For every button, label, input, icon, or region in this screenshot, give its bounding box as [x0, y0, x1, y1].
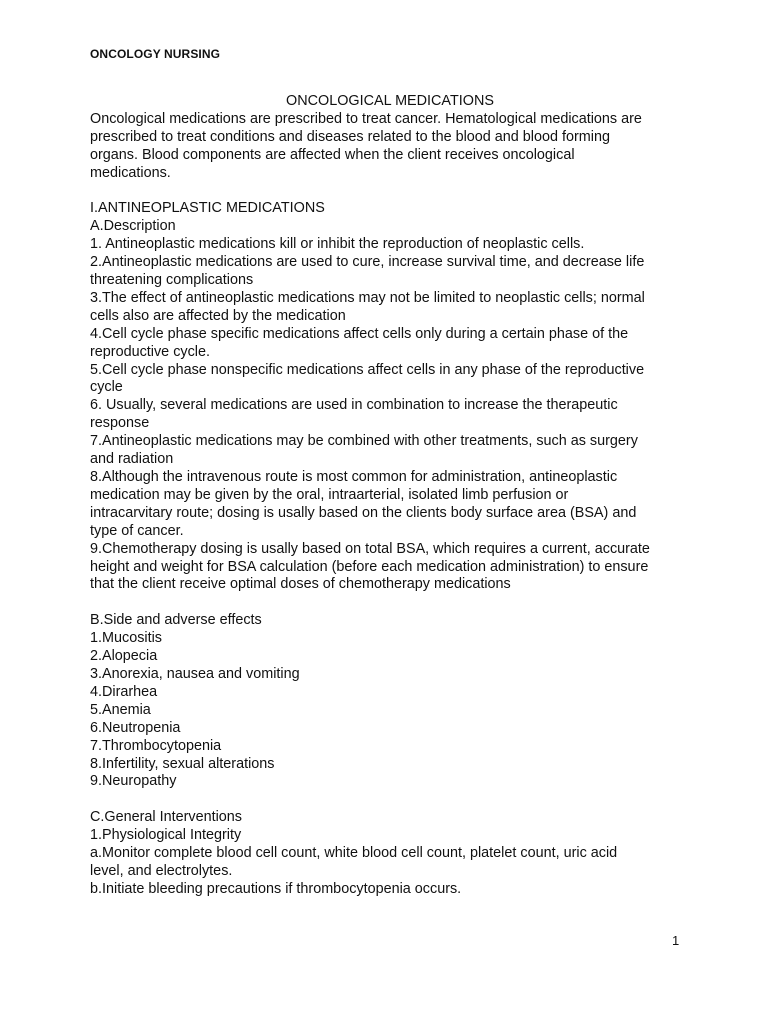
section-general-interventions — [90, 809, 690, 899]
description-line: 5.Cell cycle phase nonspecific medications affect cells in any phase of the reproductive — [90, 361, 645, 378]
list-item: 3.Anorexia, nausea and vomiting — [90, 665, 300, 682]
document-body — [90, 93, 690, 899]
description-line: 3.The effect of antineoplastic medications may not be limited to neoplastic cells; normal — [90, 289, 645, 306]
description-line: intracarvitary route; dosing is usally based on the clients body surface area (BSA) and — [90, 504, 637, 521]
section-heading: B.Side and adverse effects — [90, 612, 262, 629]
list-item: 4.Dirarhea — [90, 683, 158, 700]
paragraph-gap — [90, 791, 690, 809]
document-title: ONCOLOGICAL MEDICATIONS — [286, 93, 494, 109]
description-line: 9.Chemotherapy dosing is usally based on total BSA, which requires a current, accurate — [90, 540, 650, 557]
description-line: medication may be given by the oral, intraarterial, isolated limb perfusion or — [90, 486, 569, 503]
description-line: 2.Antineoplastic medications are used to cure, increase survival time, and decrease life — [90, 254, 645, 271]
description-line: 4.Cell cycle phase specific medications affect cells only during a certain phase of the — [90, 325, 629, 342]
description-line: height and weight for BSA calculation (before each medication administration) to ensure — [90, 558, 649, 575]
description-line: and radiation — [90, 451, 174, 468]
description-line: cycle — [90, 379, 123, 396]
description-line: reproductive cycle. — [90, 343, 210, 360]
description-line: response — [90, 415, 150, 432]
list-item: 2.Alopecia — [90, 648, 158, 665]
paragraph-gap — [90, 594, 690, 612]
page-number: 1 — [672, 933, 680, 948]
intervention-line: b.Initiate bleeding precautions if thrombocytopenia occurs. — [90, 880, 462, 897]
list-item: 7.Thrombocytopenia — [90, 737, 222, 754]
intervention-line: a.Monitor complete blood cell count, white blood cell count, platelet count, uric acid — [90, 845, 618, 862]
section-heading: C.General Interventions — [90, 809, 242, 826]
section-heading: I.ANTINEOPLASTIC MEDICATIONS — [90, 200, 325, 217]
intro-line: prescribed to treat conditions and diseases related to the blood and blood forming — [90, 128, 610, 145]
description-line: cells also are affected by the medication — [90, 307, 346, 324]
description-line: 7.Antineoplastic medications may be combined with other treatments, such as surgery — [90, 433, 638, 450]
description-line: 6. Usually, several medications are used in combination to increase the therapeutic — [90, 397, 618, 414]
intro-line: medications. — [90, 164, 171, 181]
list-item: 1.Mucositis — [90, 630, 162, 647]
subsection-heading: A.Description — [90, 218, 176, 235]
description-line: 8.Although the intravenous route is most common for administration, antineoplastic — [90, 469, 618, 486]
list-item: 6.Neutropenia — [90, 719, 181, 736]
section-antineoplastic — [90, 200, 690, 594]
description-line: threatening complications — [90, 272, 254, 289]
list-item: 5.Anemia — [90, 701, 151, 718]
intro-paragraph — [90, 111, 690, 183]
list-item: 9.Neuropathy — [90, 773, 177, 790]
subsection-heading: 1.Physiological Integrity — [90, 827, 242, 844]
list-item: 8.Infertility, sexual alterations — [90, 755, 275, 772]
running-header: ONCOLOGY NURSING — [90, 47, 221, 61]
description-line: that the client receive optimal doses of chemotherapy medications — [90, 576, 511, 593]
paragraph-gap — [90, 183, 690, 201]
intervention-line: level, and electrolytes. — [90, 862, 233, 879]
description-line: 1. Antineoplastic medications kill or inhibit the reproduction of neoplastic cells. — [90, 236, 585, 253]
description-line: type of cancer. — [90, 522, 184, 539]
section-side-effects — [90, 612, 690, 791]
intro-line: Oncological medications are prescribed to treat cancer. Hematological medications are — [90, 110, 642, 127]
intro-line: organs. Blood components are affected when the client receives oncological — [90, 146, 575, 163]
